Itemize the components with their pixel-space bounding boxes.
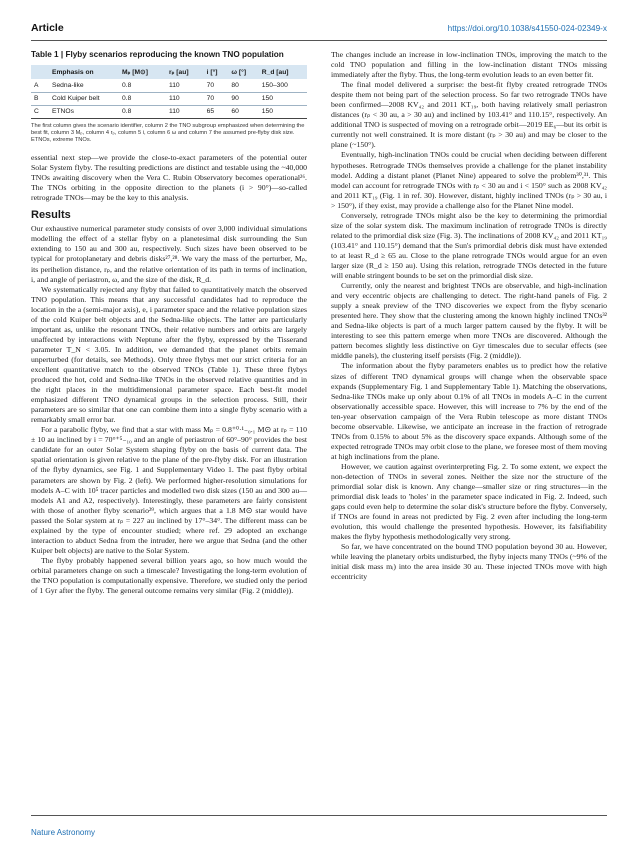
table-cell: C <box>31 105 49 118</box>
table-cell: 110 <box>166 105 204 118</box>
spacer <box>31 144 307 153</box>
table-cell: 0.8 <box>119 92 166 105</box>
table-title: Table 1 | Flyby scenarios reproducing the known TNO population <box>31 50 284 59</box>
table-cell: 65 <box>204 105 229 118</box>
table-cell: 0.8 <box>119 79 166 92</box>
table-cell: 150 <box>259 105 307 118</box>
table-cell: ETNOs <box>49 105 119 118</box>
table-header-cell <box>31 65 49 79</box>
table-header-cell: ω [°] <box>228 65 258 79</box>
results-paragraph: Our exhaustive numerical parameter study consists of over 3,000 individual simulations modelling the effect of a stellar flyby on a planetesimal disk surrounding the Sun extending to 150 au and 300 au, respectively. Such sizes have been observed to be typical for protoplanetary and debris disks²⁷,²⁸. We vary the mass of the perturber, Mₚ, its perihelion distance, rₚ, and the relative orientation of its path in terms of inclination, i, and angle of periastron, ω, and the size of the disk, R_d. <box>31 224 307 284</box>
table-cell: 70 <box>204 79 229 92</box>
table-footnote: The first column gives the scenario identifier, column 2 the TNO subgroup emphasized when determining the best fit, column 3 Mₚ, column 4 rₚ, column 5 i, column 6 ω and column 7 the assumed pre-flyby disk size. ETNOs, extreme TNOs. <box>31 122 305 143</box>
body-paragraph: The changes include an increase in low-inclination TNOs, improving the match to the cold TNO population and filling in the low-inclination distant TNOs missing immediately after the flyby. Thus, the long-term evolution leads to an even better fit. <box>331 50 607 80</box>
body-paragraph: Conversely, retrograde TNOs might also be the key to determining the primordial size of the solar system disk. The maximum inclination of retrograde TNOs is directly related to the primordial disk size (Fig. 3). The inclinations of 2008 KV₄₂ and 2011 KT₁₉ (103.41° and 110.15°) demand that the Sun's primordial debris disk must have extended to at least R_d ≥ 65 au. Close to the plane retrograde TNOs would argue for an even larger size (R_d ≥ 150 au). Using this relation, retrograde TNOs detected in the future will enable stringent bounds to be set on the primordial disk size. <box>331 210 607 281</box>
results-paragraph: The flyby probably happened several billion years ago, so how much would the orbital parameters change on such a timescale? Investigating the long-term evolution of the TNO population is computationally expensive. Therefore, we studied only the period of 1 Gyr after the flyby. The general outcome remains very similar (Fig. 2 (middle)). <box>31 555 307 596</box>
table-cell: A <box>31 79 49 92</box>
table-cell: 110 <box>166 79 204 92</box>
table-header-row <box>31 65 307 79</box>
table-row <box>31 92 307 105</box>
page-header <box>31 22 607 38</box>
table-header-cell: R_d [au] <box>259 65 307 79</box>
header-rule <box>31 40 607 41</box>
right-column <box>331 50 607 582</box>
left-column <box>31 50 307 596</box>
intro-paragraph: essential next step—we provide the close-to-exact parameters of the potential outer Solar System flyby. The resulting predictions are distinct and testable using the ~40,000 TNOs awaiting discovery when the Vera C. Rubin Observatory becomes operational²⁶. The TNOs orbiting in the opposite direction to the planets (i > 90°)—so-called retrograde TNOs—may be the key to this analysis. <box>31 153 307 203</box>
table-header-cell: Mₚ [M⊙] <box>119 65 166 79</box>
results-paragraph: For a parabolic flyby, we find that a star with mass Mₚ = 0.8⁺⁰·¹₋₀.₁ M⊙ at rₚ = 110 ± 10 au inclined by i = 70°⁺⁵₋₁₀ and an angle of periastron of 60°–90° provides the best candidate for an outer Solar System shaping flyby on the basis of current data. The spatial orientation is given relative to the plane of the pre-flyby disk. For an illustration of the flyby dynamics, see Fig. 1 and Supplementary Video 1. The past flyby orbital parameters are shown by Fig. 2 (left). We performed higher-resolution simulations for models A–C with 10⁵ tracer particles and modelled two disk sizes (150 au and 300 au—models A1 and A2, respectively). Interestingly, these parameters are fairly consistent with those of another flyby scenario²⁹, which argues that a 1.8 M⊙ star would have passed the Solar system at rₚ = 227 au inclined by 17°–34°. The different mass can be explained by the type of encounter studied; where ref. 29 adopted an exchange interaction to abduct Sedna from the intruder, here we argue that Sedna (and the other Kuiper belt objects) are native to the Solar System. <box>31 425 307 555</box>
body-paragraph: Currently, only the nearest and brightest TNOs are observable, and high-inclination and very eccentric objects are challenging to detect. The right-hand panels of Fig. 2 supply a sneak preview of the TNO discoveries we expect from the flyby scenario presented here. They show that the clustering among the known highly inclined TNOs³² and Sedna-like objects is part of a much larger pattern caused by the flyby. It will be interesting to see this pattern emerge when more TNOs are discovered. Although the pattern becomes slightly less distinctive on Gyr timescales due to secular effects (see middle panels), the clustering itself persists (Fig. 2 (middle)). <box>331 281 607 361</box>
table-row <box>31 79 307 92</box>
journal-name[interactable]: Nature Astronomy <box>31 828 96 837</box>
table-header-cell: i [°] <box>204 65 229 79</box>
doi-link[interactable]: https://doi.org/10.1038/s41550-024-02349-x <box>447 24 607 33</box>
flyby-table <box>31 65 307 119</box>
table-header-cell: rₚ [au] <box>166 65 204 79</box>
table-row <box>31 105 307 118</box>
results-paragraph: We systematically rejected any flyby that failed to quantitatively match the observed TNO population. This means that any successful candidates had to reproduce the location in the a (semi-major axis), e, i parameter space and the relative population sizes of the cold Kuiper belt objects and the Sedna-like objects. The latter are particularly important as, unlike the resonant TNOs, their relative numbers and orbits are largely unaffected by interactions with Neptune after the flyby, expressed by the Tisserand parameter T_N < 3.05. In addition, we demanded that the planet orbits remain unperturbed (for details, see Methods). Only three flybys met our strict criteria for an excellent quantitative match to the observed TNOs (Table 1). These three flybys produced the hot, cold and Sedna-like TNOs in the observed relative quantities and in the right places in the multidimensional parameter space. Each best-fit model emphasized different TNO dynamical groups in the selection process. Still, their parameters are so similar that one can combine them into a single flyby scenario with a remarkably small error bar. <box>31 284 307 425</box>
table-cell: 110 <box>166 92 204 105</box>
results-heading: Results <box>31 209 71 222</box>
table-cell: 60 <box>228 105 258 118</box>
table-cell: Sedna-like <box>49 79 119 92</box>
table-header-cell: Emphasis on <box>49 65 119 79</box>
table-cell: Cold Kuiper belt <box>49 92 119 105</box>
body-paragraph: However, we caution against overinterpreting Fig. 2. To some extent, we expect the non-detection of TNOs in several zones. Neither the size nor the structure of the primordial solar disk is known. Any change—smaller size or ring structures—in the primordial disk leads to 'holes' in the parameter space indicated in Fig. 2. Indeed, such gaps could even help to determine the solar disk's structure before the flyby. Conversely, if TNOs are found in areas not predicted by Fig. 2 even after including the long-term evolution, this would challenge the presented hypothesis. However, its falsifiability makes the flyby hypothesis methodologically very strong. <box>331 461 607 542</box>
section-label: Article <box>31 22 64 34</box>
body-paragraph: The information about the flyby parameters enables us to predict how the relative sizes of different TNO dynamical groups will change when the observable space expands (Supplementary Fig. 1 and Supplementary Table 1). Matching the observations, Sedna-like TNOs make up only about 0.1% of all TNOs in models A–C in the current observationally accessible space. However, this will increase to 7% by the end of the ten-year observation campaign of the Vera Rubin telescope as more distant TNOs become observable. Likewise, we anticipate an increase in the fraction of retrograde TNOs from 0.15% to about 5% as the discovery space expands. Although some of the expected retrograde TNOs may orbit close to the plane, we foresee most of them moving at high inclinations from the plane. <box>331 361 607 461</box>
table-cell: 150–300 <box>259 79 307 92</box>
table-cell: 70 <box>204 92 229 105</box>
page-footer <box>31 815 607 840</box>
body-paragraph: The final model delivered a surprise: the best-fit flyby created retrograde TNOs despite them not being part of the selection process. So far two retrograde TNOs have been confirmed—2008 KV₄₂ and 2011 KT₁₉, both having relatively small periastron distances (rₚ < 30 au, a > 30 au) and inclined by 103.41° and 110.15°, respectively. An additional TNO is suspected of moving on a retrograde orbit—2019 EE₆—but its orbit is currently not well constrained. It is more distant (rₚ > 30 au) and may be closer to the plane (~150°). <box>331 80 607 150</box>
table-cell: 150 <box>259 92 307 105</box>
table-cell: B <box>31 92 49 105</box>
table-cell: 0.8 <box>119 105 166 118</box>
body-paragraph: Eventually, high-inclination TNOs could be crucial when deciding between different hypotheses. Retrograde TNOs themselves provide a challenge for the planet instability model. Adding a distant planet (Planet Nine) appeared to solve the problem³⁰,³¹. This model can account for retrograde TNOs with rₚ < 30 au and i < 150° such as 2008 KV₄₂ and 2011 KT₁₉ (Fig. 1 in ref. 30). However, distant, highly inclined TNOs (rₚ > 30 au, i > 150°), if they exist, may provide a challenge also for the Planet Nine model. <box>331 150 607 210</box>
table-cell: 90 <box>228 92 258 105</box>
body-paragraph: So far, we have concentrated on the bound TNO population beyond 30 au. However, while leaving the planetary orbits undisturbed, the flyby injects many TNOs (~9% of the initial disk mass mᵢ) into the area inside 30 au. These injected TNOs move with high eccentricity <box>331 542 607 582</box>
table-cell: 80 <box>228 79 258 92</box>
